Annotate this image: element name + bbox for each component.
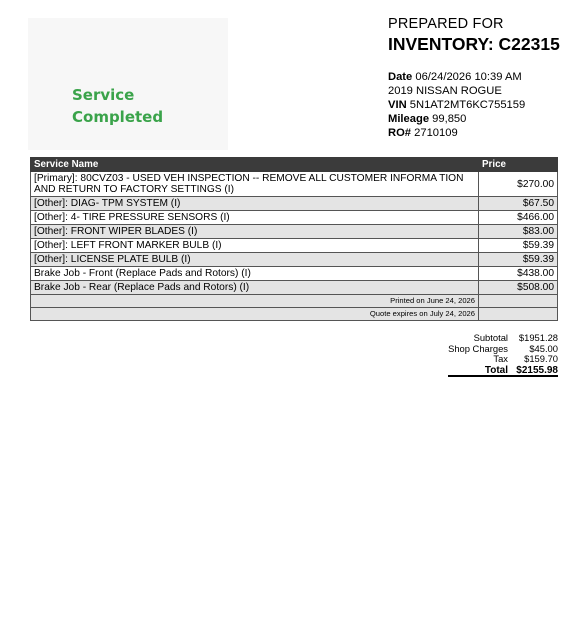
logo-line-2: Completed: [72, 108, 164, 126]
total-label: Total: [484, 364, 508, 376]
service-price: $67.50: [479, 197, 558, 211]
service-name: [Other]: DIAG- TPM SYSTEM (I): [31, 197, 479, 211]
tax-value: $159.70: [524, 353, 558, 365]
quote-expires-row: [31, 308, 558, 321]
inventory-number: INVENTORY: C22315: [388, 34, 560, 54]
service-name: Brake Job - Rear (Replace Pads and Rotors) (I): [31, 281, 479, 295]
subtotal-label: Subtotal: [473, 332, 508, 343]
subtotal-row: [440, 333, 558, 344]
quote-expires-note: Quote expires on July 24, 2026: [31, 308, 479, 321]
shop-charges-label: Shop Charges: [448, 342, 508, 354]
ro-value: 2710109: [414, 127, 458, 139]
ro-line: [388, 126, 525, 140]
date-label: Date: [388, 71, 413, 83]
service-price: $59.39: [479, 253, 558, 267]
total-underline: [448, 375, 558, 377]
service-price: $270.00: [479, 172, 558, 197]
totals-block: [440, 333, 558, 376]
table-row: [31, 225, 558, 239]
prepared-for-header: [388, 16, 578, 55]
service-name: [Other]: LICENSE PLATE BULB (I): [31, 253, 479, 267]
service-name: Brake Job - Front (Replace Pads and Rotors) (I): [31, 267, 479, 281]
logo-line-1: Service: [72, 86, 135, 104]
service-price: $83.00: [479, 225, 558, 239]
table-row: [31, 211, 558, 225]
ro-label: RO#: [388, 127, 412, 139]
table-header-row: [31, 158, 558, 172]
mileage-label: Mileage: [388, 113, 430, 125]
tax-label: Tax: [493, 353, 508, 365]
service-price: $508.00: [479, 281, 558, 295]
date-value: 06/24/2026 10:39 AM: [415, 71, 522, 83]
date-line: [388, 70, 525, 84]
printed-on-row: [31, 295, 558, 308]
table-row: [31, 281, 558, 295]
service-table: [30, 157, 558, 321]
service-price: $59.39: [479, 239, 558, 253]
table-row: [31, 172, 558, 197]
printed-on-note: Printed on June 24, 2026: [31, 295, 479, 308]
mileage-value: 99,850: [432, 113, 467, 125]
blank-cell: [479, 295, 558, 308]
blank-cell: [479, 308, 558, 321]
total-value: $2155.98: [516, 364, 558, 376]
table-row: [31, 267, 558, 281]
prepared-for-label: PREPARED FOR: [388, 16, 504, 32]
table-row: [31, 239, 558, 253]
logo-area: [28, 18, 228, 150]
service-name: [Other]: 4- TIRE PRESSURE SENSORS (I): [31, 211, 479, 225]
vin-label: VIN: [388, 99, 407, 111]
vin-line: [388, 98, 525, 112]
vehicle-info: [388, 70, 525, 140]
vehicle-line: 2019 NISSAN ROGUE: [388, 85, 502, 97]
service-name: [Primary]: 80CVZ03 - USED VEH INSPECTION -- REMOVE ALL CUSTOMER INFORMA TION AND RETURN TO FACTORY SETTINGS (I): [31, 172, 479, 197]
service-name: [Other]: LEFT FRONT MARKER BULB (I): [31, 239, 479, 253]
subtotal-value: $1951.28: [518, 332, 558, 343]
service-price: $466.00: [479, 211, 558, 225]
vin-value: 5N1AT2MT6KC755159: [409, 99, 526, 111]
table-row: [31, 253, 558, 267]
shop-charges-value: $45.00: [529, 342, 558, 354]
mileage-line: [388, 112, 525, 126]
service-name-header: Service Name: [31, 158, 479, 172]
tax-row: [440, 354, 558, 365]
service-price: $438.00: [479, 267, 558, 281]
table-row: [31, 197, 558, 211]
service-name: [Other]: FRONT WIPER BLADES (I): [31, 225, 479, 239]
price-header: Price: [479, 158, 558, 172]
